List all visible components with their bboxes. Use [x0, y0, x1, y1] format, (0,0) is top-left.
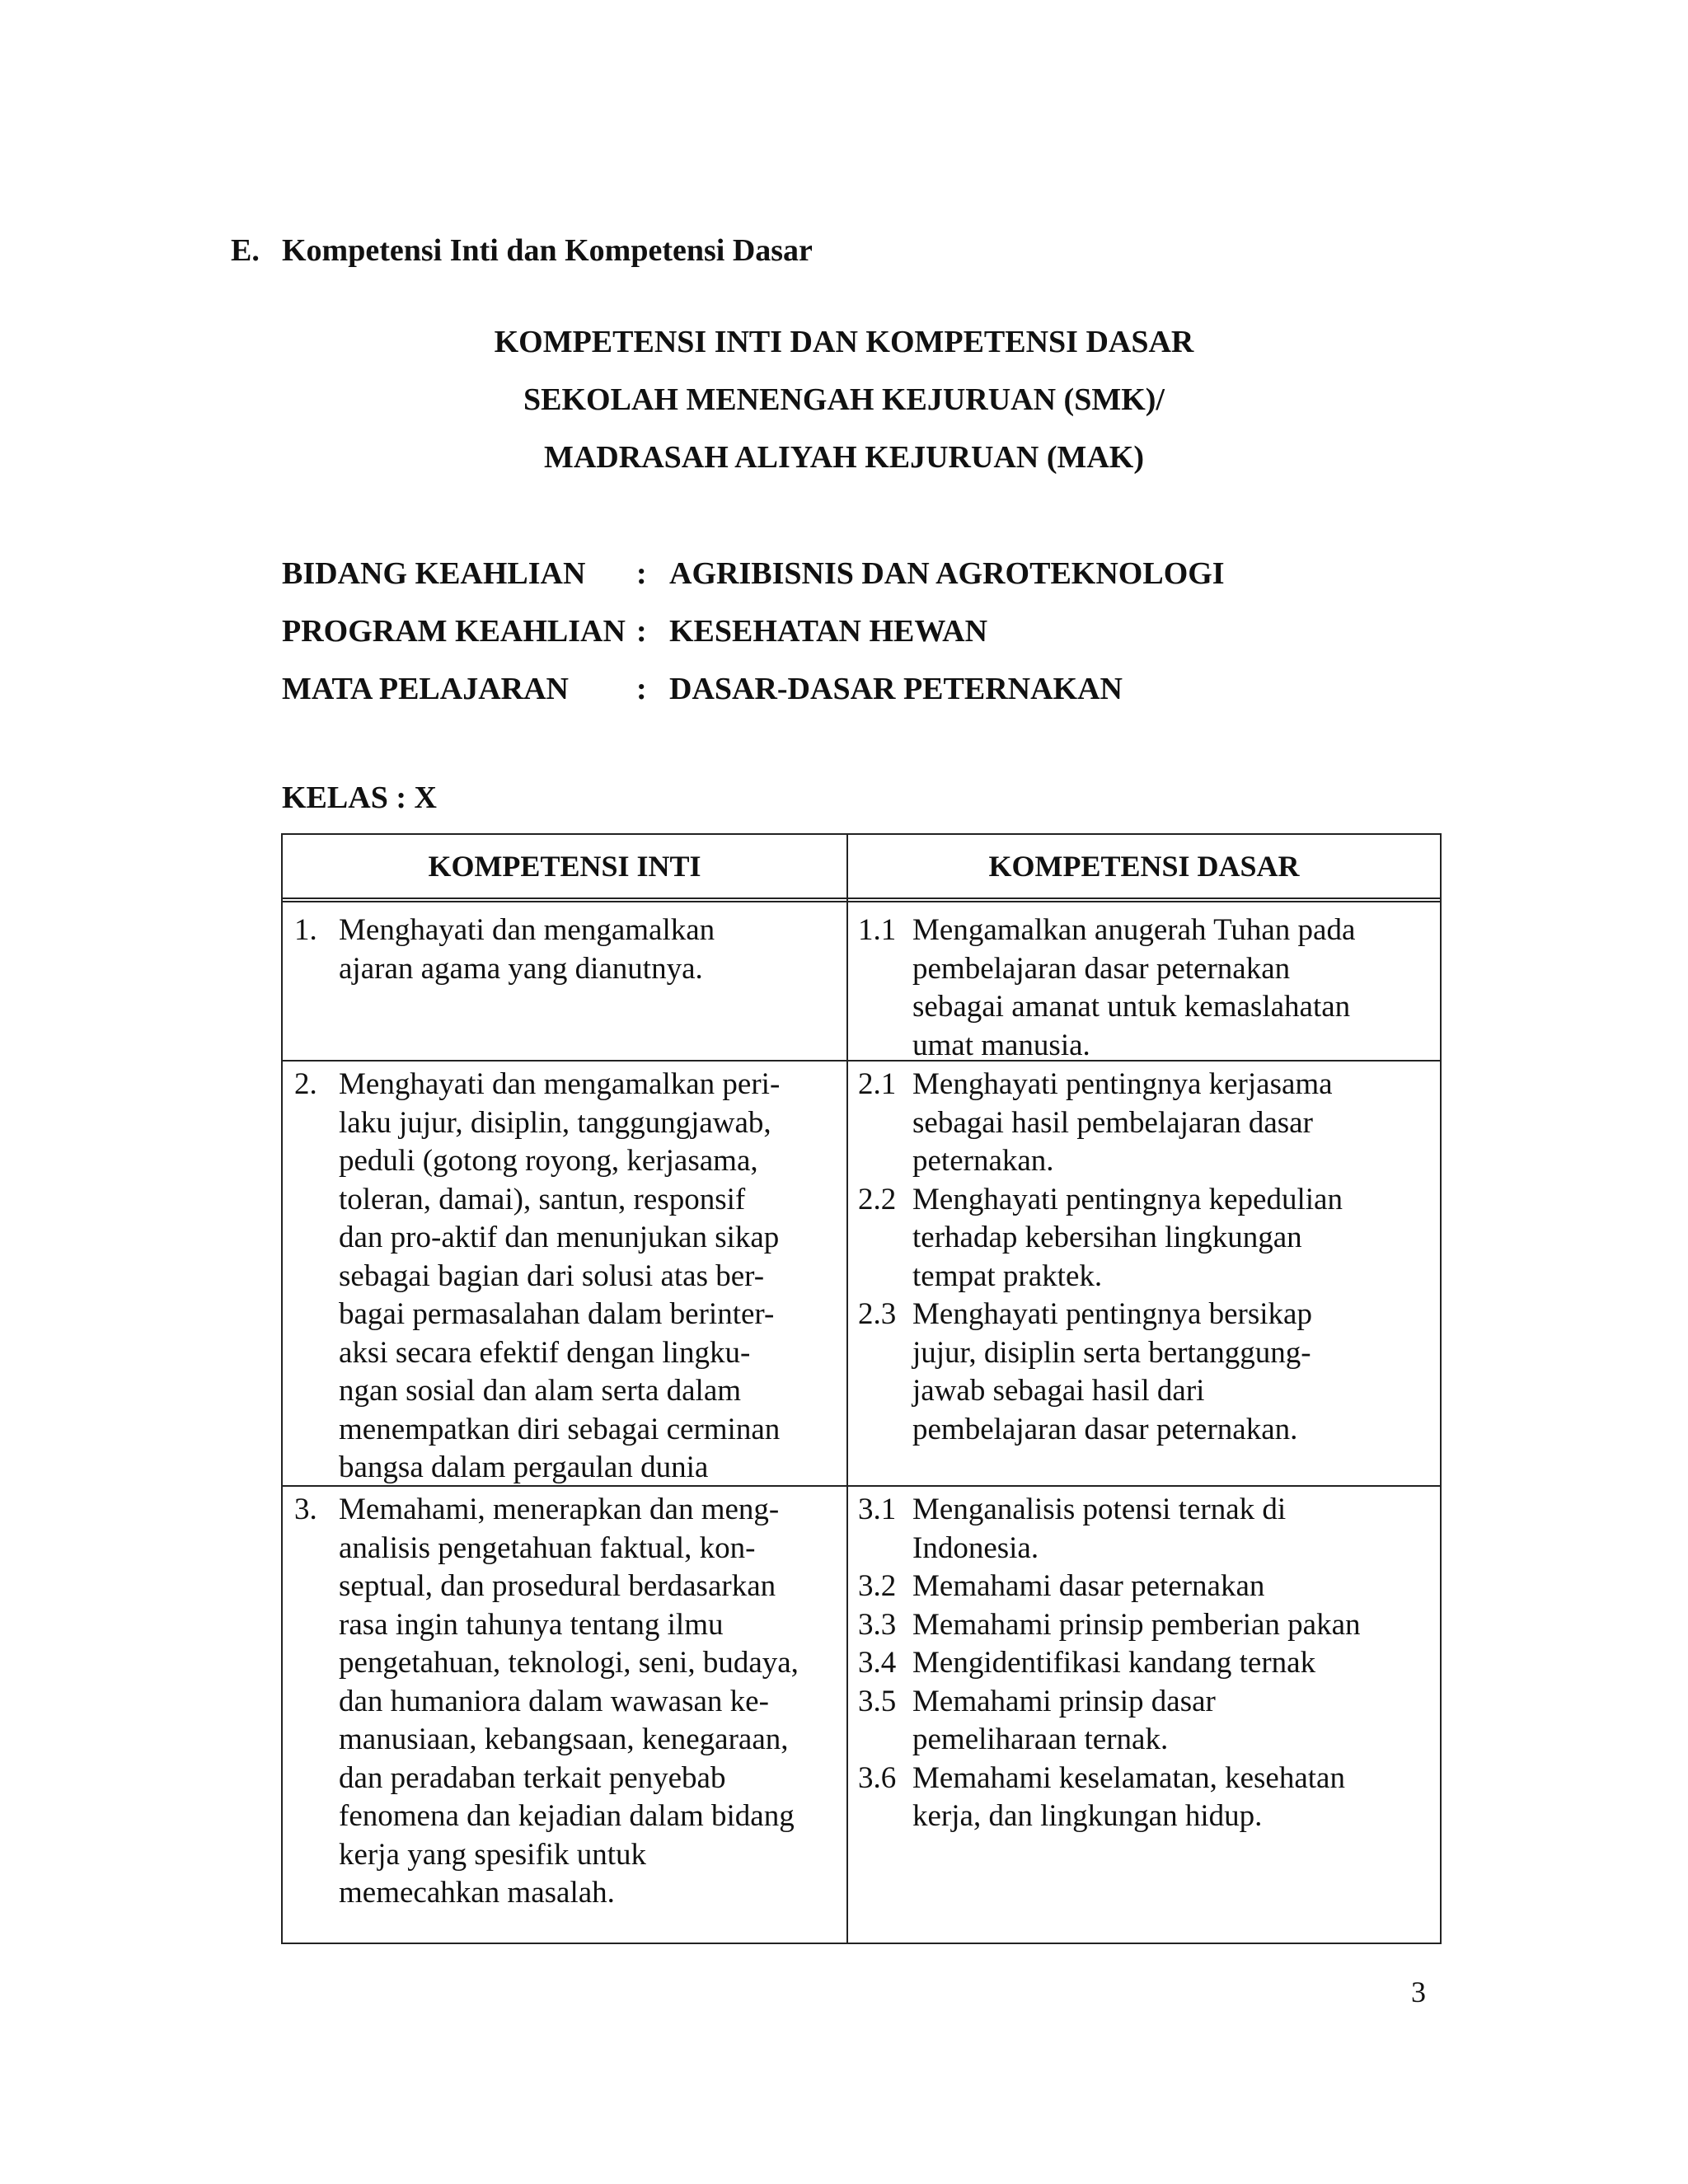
- ki-line: sebagai bagian dari solusi atas ber-: [339, 1258, 765, 1293]
- table-row-3-kd: [858, 1491, 1361, 1836]
- ki-line: toleran, damai), santun, responsif: [339, 1182, 746, 1216]
- ki-line: rasa ingin tahunya tentang ilmu: [339, 1607, 724, 1642]
- meta-value: KESEHATAN HEWAN: [669, 614, 988, 649]
- header-kompetensi-inti: KOMPETENSI INTI: [428, 850, 701, 883]
- ki-line: dan peradaban terkait penyebab: [339, 1760, 726, 1795]
- kd-item: [858, 1066, 1343, 1181]
- kd-item: [858, 1606, 1361, 1645]
- kd-number: 1.1: [858, 913, 897, 947]
- kd-number: 2.1: [858, 1067, 897, 1101]
- section-title: Kompetensi Inti dan Kompetensi Dasar: [282, 233, 813, 268]
- kd-number: 3.5: [858, 1684, 897, 1718]
- kd-line: Memahami dasar peternakan: [912, 1569, 1265, 1603]
- ki-line: manusiaan, kebangsaan, kenegaraan,: [339, 1722, 789, 1756]
- table-row-2-ki: [294, 1066, 780, 1488]
- kd-item: [858, 1644, 1361, 1683]
- ki-number: 1.: [294, 913, 317, 947]
- kd-item: [858, 1181, 1343, 1296]
- kd-line: pembelajaran dasar peternakan: [912, 951, 1291, 986]
- kd-line: Mengamalkan anugerah Tuhan pada: [912, 913, 1356, 947]
- kd-line: sebagai amanat untuk kemaslahatan: [912, 990, 1351, 1024]
- kd-number: 3.3: [858, 1607, 897, 1642]
- ki-number: 2.: [294, 1067, 317, 1101]
- kd-number: 3.4: [858, 1646, 897, 1680]
- kd-number: 2.2: [858, 1182, 897, 1216]
- kd-line: sebagai hasil pembelajaran dasar: [912, 1105, 1313, 1140]
- ki-line: kerja yang spesifik untuk: [339, 1837, 646, 1872]
- meta-label: PROGRAM KEAHLIAN: [282, 614, 626, 649]
- ki-item: [294, 912, 715, 988]
- ki-line: dan pro-aktif dan menunjukan sikap: [339, 1221, 780, 1254]
- kd-line: Menghayati pentingnya bersikap: [912, 1297, 1312, 1331]
- title-line-3: MADRASAH ALIYAH KEJURUAN (MAK): [544, 440, 1144, 475]
- kd-line: Memahami keselamatan, kesehatan: [912, 1760, 1345, 1795]
- kd-line: jawab sebagai hasil dari: [912, 1374, 1205, 1408]
- title-line-1: KOMPETENSI INTI DAN KOMPETENSI DASAR: [494, 325, 1194, 359]
- page-number: 3: [1411, 1975, 1426, 2008]
- ki-line: dan humaniora dalam wawasan ke-: [339, 1684, 769, 1718]
- kd-line: Memahami prinsip dasar: [912, 1684, 1216, 1718]
- meta-colon: :: [636, 556, 647, 591]
- ki-line: analisis pengetahuan faktual, kon-: [339, 1530, 756, 1565]
- ki-line: ngan sosial dan alam serta dalam: [339, 1374, 742, 1408]
- ki-line: menempatkan diri sebagai cerminan: [339, 1412, 781, 1446]
- kd-line: jujur, disiplin serta bertanggung-: [912, 1335, 1311, 1370]
- ki-line: bagai permasalahan dalam berinter-: [339, 1297, 775, 1331]
- kd-item: [858, 1760, 1361, 1836]
- ki-line: Memahami, menerapkan dan meng-: [339, 1493, 780, 1526]
- kd-number: 2.3: [858, 1297, 897, 1331]
- kd-line: Menganalisis potensi ternak di: [912, 1493, 1287, 1526]
- kd-number: 3.6: [858, 1760, 897, 1795]
- meta-label: BIDANG KEAHLIAN: [282, 556, 586, 591]
- kd-line: pembelajaran dasar peternakan.: [912, 1412, 1298, 1446]
- kd-line: Mengidentifikasi kandang ternak: [912, 1646, 1316, 1680]
- table-row-1-ki: [294, 912, 715, 988]
- meta-value: DASAR-DASAR PETERNAKAN: [669, 672, 1123, 706]
- kd-line: umat manusia.: [912, 1028, 1090, 1062]
- ki-line: pengetahuan, teknologi, seni, budaya,: [339, 1646, 799, 1680]
- kd-line: tempat praktek.: [912, 1258, 1103, 1293]
- kd-line: kerja, dan lingkungan hidup.: [912, 1799, 1263, 1833]
- kd-line: peternakan.: [912, 1144, 1054, 1178]
- meta-colon: :: [636, 672, 647, 706]
- ki-line: Menghayati dan mengamalkan: [339, 913, 715, 947]
- meta-colon: :: [636, 614, 647, 649]
- ki-line: laku jujur, disiplin, tanggungjawab,: [339, 1105, 771, 1140]
- kelas-label: KELAS : X: [282, 780, 437, 815]
- kd-line: Menghayati pentingnya kerjasama: [912, 1067, 1333, 1101]
- ki-line: fenomena dan kejadian dalam bidang: [339, 1799, 795, 1833]
- kd-line: terhadap kebersihan lingkungan: [912, 1221, 1302, 1254]
- header-kompetensi-dasar: KOMPETENSI DASAR: [988, 850, 1300, 883]
- kd-item: [858, 1568, 1361, 1606]
- meta-label: MATA PELAJARAN: [282, 672, 569, 706]
- meta-value: AGRIBISNIS DAN AGROTEKNOLOGI: [669, 556, 1225, 591]
- section-letter: E.: [231, 233, 260, 268]
- ki-item: [294, 1491, 799, 1913]
- kd-line: Menghayati pentingnya kepedulian: [912, 1182, 1343, 1216]
- table-header-row: [283, 835, 1440, 902]
- kd-item: [858, 912, 1355, 1065]
- ki-line: septual, dan prosedural berdasarkan: [339, 1569, 776, 1603]
- ki-line: ajaran agama yang dianutnya.: [339, 951, 703, 986]
- ki-line: Menghayati dan mengamalkan peri-: [339, 1067, 781, 1101]
- kd-number: 3.2: [858, 1569, 897, 1603]
- ki-line: aksi secara efektif dengan lingku-: [339, 1335, 751, 1370]
- column-divider: [846, 835, 848, 1943]
- ki-line: memecahkan masalah.: [339, 1876, 615, 1910]
- table-row-1-kd: [858, 912, 1355, 1065]
- kd-item: [858, 1296, 1343, 1449]
- kd-item: [858, 1683, 1361, 1760]
- competency-table: [281, 833, 1442, 1944]
- section-heading: [231, 232, 813, 269]
- ki-number: 3.: [294, 1493, 317, 1526]
- ki-item: [294, 1066, 780, 1488]
- kd-number: 3.1: [858, 1493, 897, 1526]
- table-row-3-ki: [294, 1491, 799, 1913]
- table-row-2-kd: [858, 1066, 1343, 1449]
- kd-item: [858, 1491, 1361, 1568]
- kd-line: Memahami prinsip pemberian pakan: [912, 1607, 1361, 1642]
- kd-line: pemeliharaan ternak.: [912, 1722, 1169, 1756]
- title-line-2: SEKOLAH MENENGAH KEJURUAN (SMK)/: [523, 382, 1165, 417]
- kd-line: Indonesia.: [912, 1530, 1039, 1565]
- ki-line: bangsa dalam pergaulan dunia: [339, 1451, 709, 1484]
- ki-line: peduli (gotong royong, kerjasama,: [339, 1144, 758, 1178]
